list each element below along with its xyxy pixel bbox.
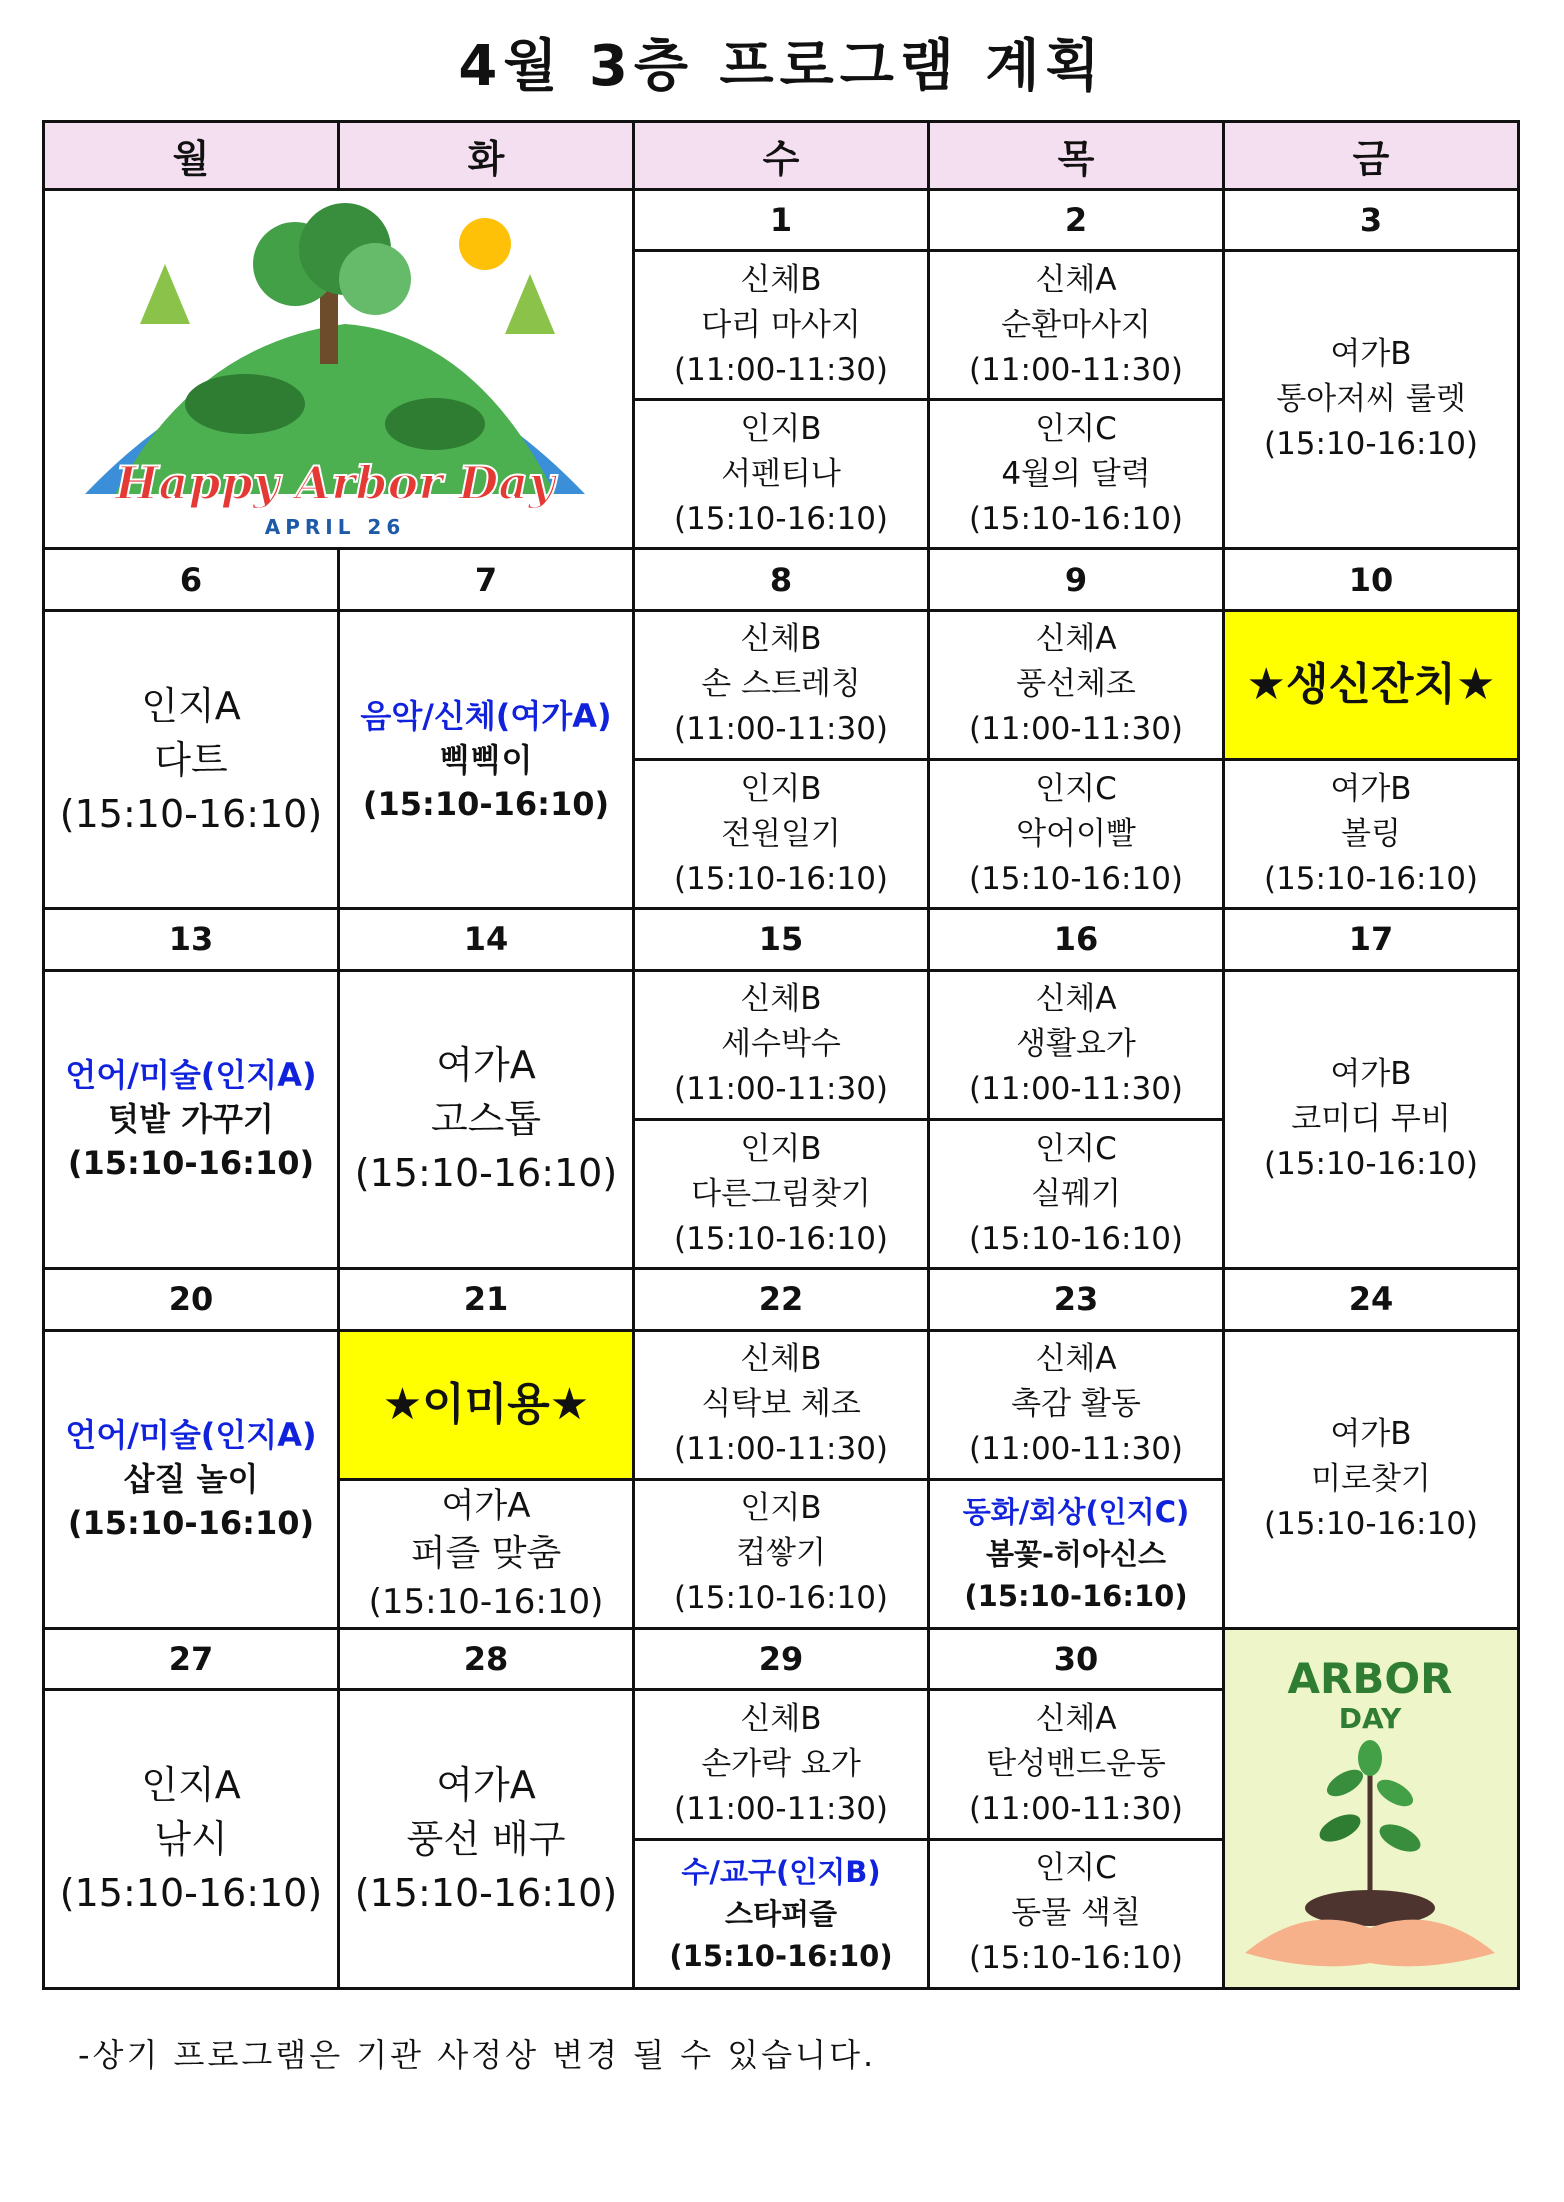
program-cell: 여가B 미로찾기 (15:10-16:10) — [1224, 1330, 1519, 1628]
day-number: 24 — [1224, 1269, 1519, 1330]
weekday-thu: 목 — [929, 122, 1224, 190]
weekday-wed: 수 — [634, 122, 929, 190]
weekday-fri: 금 — [1224, 122, 1519, 190]
earth-tree-illustration — [45, 194, 625, 544]
day-number: 1 — [634, 189, 929, 250]
day-number: 21 — [339, 1269, 634, 1330]
program-cell: 음악/신체(여가A) 삑삑이 (15:10-16:10) — [339, 610, 634, 908]
program-cell: 신체A 풍선체조 (11:00-11:30) — [929, 610, 1224, 759]
program-cell: 인지B 컵쌓기 (15:10-16:10) — [634, 1479, 929, 1628]
day-number: 6 — [44, 549, 339, 610]
day-number: 9 — [929, 549, 1224, 610]
program-cell: 신체A 순환마사지 (11:00-11:30) — [929, 251, 1224, 400]
weekday-header-row — [44, 122, 1519, 190]
schedule-table — [42, 120, 1520, 1990]
day-number: 27 — [44, 1628, 339, 1689]
program-cell: 신체B 손 스트레칭 (11:00-11:30) — [634, 610, 929, 759]
program-cell: 동화/회상(인지C) 봄꽃-히아신스 (15:10-16:10) — [929, 1479, 1224, 1628]
weekday-tue: 화 — [339, 122, 634, 190]
day-number: 29 — [634, 1628, 929, 1689]
program-cell: 여가B 볼링 (15:10-16:10) — [1224, 760, 1519, 909]
day-number: 10 — [1224, 549, 1519, 610]
program-cell: 여가B 통아저씨 룰렛 (15:10-16:10) — [1224, 251, 1519, 549]
arbor-day-date: APRIL 26 — [264, 514, 406, 539]
arbor-text: ARBOR — [1287, 1654, 1453, 1704]
program-cell: 인지B 다른그림찾기 (15:10-16:10) — [634, 1119, 929, 1268]
day-number: 15 — [634, 909, 929, 970]
program-cell: 인지A 다트 (15:10-16:10) — [44, 610, 339, 908]
program-cell: 수/교구(인지B) 스타퍼즐 (15:10-16:10) — [634, 1839, 929, 1988]
day-text: DAY — [1338, 1702, 1402, 1736]
program-cell: 여가B 코미디 무비 (15:10-16:10) — [1224, 970, 1519, 1268]
program-cell: 신체B 손가락 요가 (11:00-11:30) — [634, 1690, 929, 1839]
day-number: 30 — [929, 1628, 1224, 1689]
arbor-day-text: Happy Arbor Day — [115, 455, 555, 510]
day-number: 14 — [339, 909, 634, 970]
program-cell: 신체B 세수박수 (11:00-11:30) — [634, 970, 929, 1119]
day-number: 17 — [1224, 909, 1519, 970]
plant-in-hands-illustration — [1225, 1633, 1515, 1983]
program-cell: 신체B 식탁보 체조 (11:00-11:30) — [634, 1330, 929, 1479]
program-cell: 인지C 동물 색칠 (15:10-16:10) — [929, 1839, 1224, 1988]
day-number: 7 — [339, 549, 634, 610]
program-cell: 신체A 생활요가 (11:00-11:30) — [929, 970, 1224, 1119]
program-cell: 인지B 전원일기 (15:10-16:10) — [634, 760, 929, 909]
page-title: 4월 3층 프로그램 계획 — [458, 34, 1106, 99]
program-cell: 인지C 악어이빨 (15:10-16:10) — [929, 760, 1224, 909]
day-number: 16 — [929, 909, 1224, 970]
day-number: 22 — [634, 1269, 929, 1330]
arbor-day-plant-illustration — [1224, 1628, 1519, 1988]
arbor-day-illustration — [44, 189, 634, 549]
day-number: 20 — [44, 1269, 339, 1330]
program-cell: 여가A 퍼즐 맞춤 (15:10-16:10) — [339, 1479, 634, 1628]
day-number: 3 — [1224, 189, 1519, 250]
beauty-event-cell: ★이미용★ — [339, 1330, 634, 1479]
day-number: 8 — [634, 549, 929, 610]
footnote: -상기 프로그램은 기관 사정상 변경 될 수 있습니다. — [78, 2036, 877, 2074]
program-cell: 인지C 4월의 달력 (15:10-16:10) — [929, 400, 1224, 549]
program-cell: 언어/미술(인지A) 텃밭 가꾸기 (15:10-16:10) — [44, 970, 339, 1268]
day-number: 23 — [929, 1269, 1224, 1330]
birthday-event-cell: ★생신잔치★ — [1224, 610, 1519, 759]
program-cell: 신체B 다리 마사지 (11:00-11:30) — [634, 251, 929, 400]
weekday-mon: 월 — [44, 122, 339, 190]
program-cell: 여가A 풍선 배구 (15:10-16:10) — [339, 1690, 634, 1989]
day-number: 2 — [929, 189, 1224, 250]
day-number: 28 — [339, 1628, 634, 1689]
program-cell: 신체A 촉감 활동 (11:00-11:30) — [929, 1330, 1224, 1479]
program-cell: 언어/미술(인지A) 삽질 놀이 (15:10-16:10) — [44, 1330, 339, 1628]
program-cell: 여가A 고스톱 (15:10-16:10) — [339, 970, 634, 1268]
program-cell: 인지C 실꿰기 (15:10-16:10) — [929, 1119, 1224, 1268]
day-number: 13 — [44, 909, 339, 970]
program-cell: 인지B 서펜티나 (15:10-16:10) — [634, 400, 929, 549]
program-cell: 신체A 탄성밴드운동 (11:00-11:30) — [929, 1690, 1224, 1839]
program-cell: 인지A 낚시 (15:10-16:10) — [44, 1690, 339, 1989]
